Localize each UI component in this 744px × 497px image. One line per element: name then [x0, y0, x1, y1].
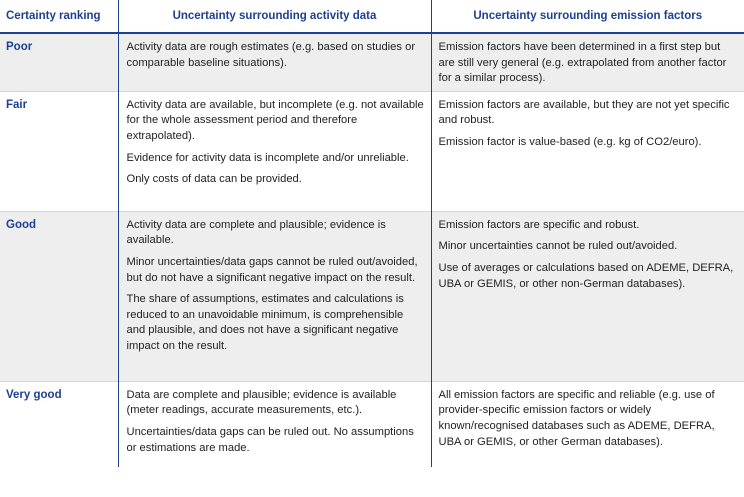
activity-text: Activity data are complete and plausible; evidence is available.	[126, 218, 386, 247]
ranking-label: Poor	[0, 33, 118, 91]
emission-text: Use of averages or calculations based on ADEME, DEFRA, UBA or GEMIS, or other non-German databases).	[438, 261, 734, 290]
emission-text: Emission factors are specific and robust.	[438, 218, 640, 231]
activity-text: Uncertainties/data gaps can be ruled out. No assumptions or estimations are made.	[126, 425, 414, 454]
table-row-fair	[0, 91, 744, 211]
header-row	[0, 0, 744, 33]
emission-text: Minor uncertainties cannot be ruled out/avoided.	[438, 240, 678, 253]
activity-text: Data are complete and plausible; evidence is available (meter readings, accurate measurements, etc.).	[126, 388, 397, 417]
activity-text: Evidence for activity data is incomplete and/or unreliable.	[126, 151, 409, 164]
activity-text: Only costs of data can be provided.	[126, 173, 302, 186]
table-row-poor	[0, 33, 744, 91]
activity-cell	[118, 33, 431, 91]
emission-text: Emission factor is value-based (e.g. kg of CO2/euro).	[438, 135, 702, 148]
emission-text: Emission factors have been determined in a first step but are still very general (e.g. extrapolated from another factor for a similar process).	[438, 41, 727, 85]
activity-text: Minor uncertainties/data gaps cannot be ruled out/avoided, but do not have a significant negative impact on the result.	[126, 255, 418, 284]
emission-cell	[431, 211, 744, 381]
emission-cell	[431, 381, 744, 467]
activity-text: Activity data are rough estimates (e.g. based on studies or comparable baseline situations).	[126, 41, 416, 69]
activity-text: Activity data are available, but incomplete (e.g. not available for the whole assessment period and therefore extrapolated).	[126, 98, 424, 142]
activity-cell	[118, 211, 431, 381]
header-certainty-ranking: Certainty ranking	[0, 0, 118, 33]
table-header	[0, 0, 744, 33]
table-body	[0, 33, 744, 467]
activity-text: The share of assumptions, estimates and calculations is reduced to an unavoidable minimum, is comprehensible and plausible, and does not have a significant negative impact on the result.	[126, 293, 404, 352]
activity-cell	[118, 381, 431, 467]
emission-cell	[431, 33, 744, 91]
header-emission-factors: Uncertainty surrounding emission factors	[431, 0, 744, 33]
header-activity-data: Uncertainty surrounding activity data	[118, 0, 431, 33]
emission-text: All emission factors are specific and reliable (e.g. use of provider-specific emission factors or widely known/recognised databases such as ADEME, DEFRA, UBA or GEMIS, or other German databases).	[438, 388, 715, 448]
ranking-label: Good	[0, 211, 118, 381]
emission-cell	[431, 91, 744, 211]
ranking-label: Fair	[0, 91, 118, 211]
table-row-good	[0, 211, 744, 381]
emission-text: Emission factors are available, but they are not yet specific and robust.	[438, 98, 730, 127]
table-row-very-good	[0, 381, 744, 467]
ranking-label: Very good	[0, 381, 118, 467]
activity-cell	[118, 91, 431, 211]
